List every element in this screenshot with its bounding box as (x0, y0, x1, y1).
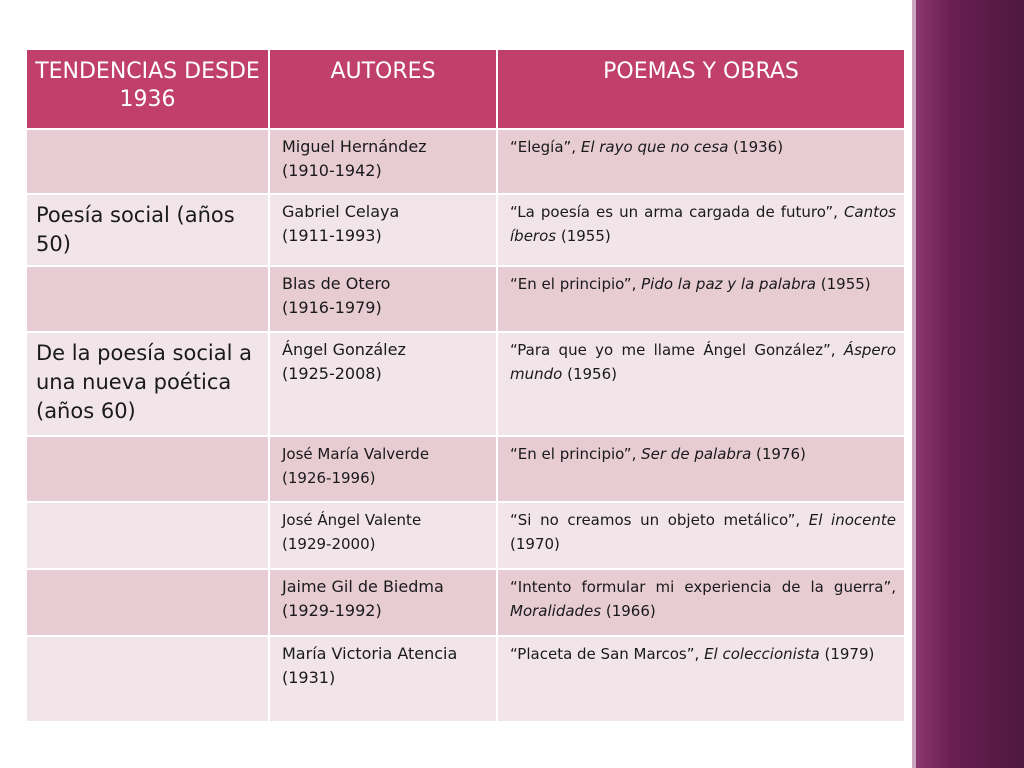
obra-libro: El rayo que no cesa (580, 138, 729, 156)
autor-cell (269, 332, 497, 436)
tendencia-cell (26, 266, 269, 332)
header-poemas-obras: POEMAS Y OBRAS (497, 49, 905, 129)
autor-nombre: Ángel González (282, 340, 406, 359)
obra-anio: (1956) (562, 365, 617, 383)
autor-nombre: José María Valverde (282, 445, 430, 463)
obra-libro: Cantos íberos (510, 203, 896, 245)
obra-libro: Pido la paz y la palabra (641, 275, 816, 293)
table-row (26, 569, 905, 636)
autor-nombre: María Victoria Atencia (282, 644, 458, 663)
tendencia-cell (26, 636, 269, 722)
slide-sidebar-decoration (912, 0, 1024, 768)
obra-libro: Áspero mundo (510, 341, 896, 383)
table-header-row (26, 49, 905, 129)
autor-cell (269, 194, 497, 266)
obra-anio: (1955) (816, 275, 871, 293)
obra-cell (497, 636, 905, 722)
obra-anio: (1966) (601, 602, 656, 620)
obra-poema: “Si no creamos un objeto metálico”, (510, 511, 809, 529)
tendencia-cell (26, 436, 269, 502)
obra-poema: “Para que yo me llame Ángel González”, (510, 341, 844, 359)
obra-poema: “Placeta de San Marcos”, (510, 645, 705, 663)
autor-nombre: Miguel Hernández (282, 137, 427, 156)
table-row (26, 502, 905, 569)
obra-libro: Moralidades (510, 602, 602, 620)
obra-cell (497, 332, 905, 436)
obra-anio: (1936) (728, 138, 784, 156)
autor-fechas: (1911-1993) (282, 226, 382, 245)
autor-fechas: (1929-2000) (282, 535, 376, 553)
autor-fechas: (1931) (282, 668, 336, 687)
autor-nombre: Blas de Otero (282, 274, 391, 293)
obra-libro: El inocente (808, 511, 896, 529)
autor-cell (269, 502, 497, 569)
table-row (26, 332, 905, 436)
tendencia-cell: Poesía social (años 50) (26, 194, 269, 266)
autor-cell (269, 636, 497, 722)
table-row (26, 266, 905, 332)
autor-fechas: (1926-1996) (282, 469, 376, 487)
table-row (26, 194, 905, 266)
tendencia-cell (26, 129, 269, 194)
sidebar-edge-decoration (912, 0, 916, 768)
header-autores: AUTORES (269, 49, 497, 129)
obra-poema: “Intento formular mi experiencia de la guerra”, (510, 578, 896, 596)
obra-poema: “Elegía”, (510, 138, 581, 156)
obra-libro: Ser de palabra (641, 445, 752, 463)
obra-cell (497, 194, 905, 266)
autor-nombre: Gabriel Celaya (282, 202, 400, 221)
obra-poema: “La poesía es un arma cargada de futuro”, (510, 203, 844, 221)
autor-fechas: (1925-2008) (282, 364, 382, 383)
obra-poema: “En el principio”, (510, 275, 642, 293)
tendencia-cell (26, 569, 269, 636)
autor-cell (269, 436, 497, 502)
header-tendencias: TENDENCIAS DESDE 1936 (26, 49, 269, 129)
autor-nombre: Jaime Gil de Biedma (282, 577, 444, 596)
obra-cell (497, 266, 905, 332)
obra-libro: El coleccionista (704, 645, 820, 663)
autor-fechas: (1916-1979) (282, 298, 382, 317)
tendencia-cell (26, 502, 269, 569)
obra-cell (497, 502, 905, 569)
poetry-table (25, 48, 906, 723)
table-row (26, 436, 905, 502)
obra-anio: (1955) (556, 227, 611, 245)
obra-anio: (1976) (751, 445, 806, 463)
obra-cell (497, 569, 905, 636)
obra-cell (497, 436, 905, 502)
autor-fechas: (1929-1992) (282, 601, 382, 620)
table-row (26, 129, 905, 194)
autor-fechas: (1910-1942) (282, 161, 382, 180)
obra-anio: (1970) (510, 535, 560, 553)
obra-anio: (1979) (819, 645, 875, 663)
obra-cell (497, 129, 905, 194)
autor-cell (269, 569, 497, 636)
obra-poema: “En el principio”, (510, 445, 642, 463)
autor-nombre: José Ángel Valente (282, 511, 422, 529)
tendencia-cell: De la poesía social a una nueva poética (años 60) (26, 332, 269, 436)
autor-cell (269, 266, 497, 332)
autor-cell (269, 129, 497, 194)
table-row (26, 636, 905, 722)
